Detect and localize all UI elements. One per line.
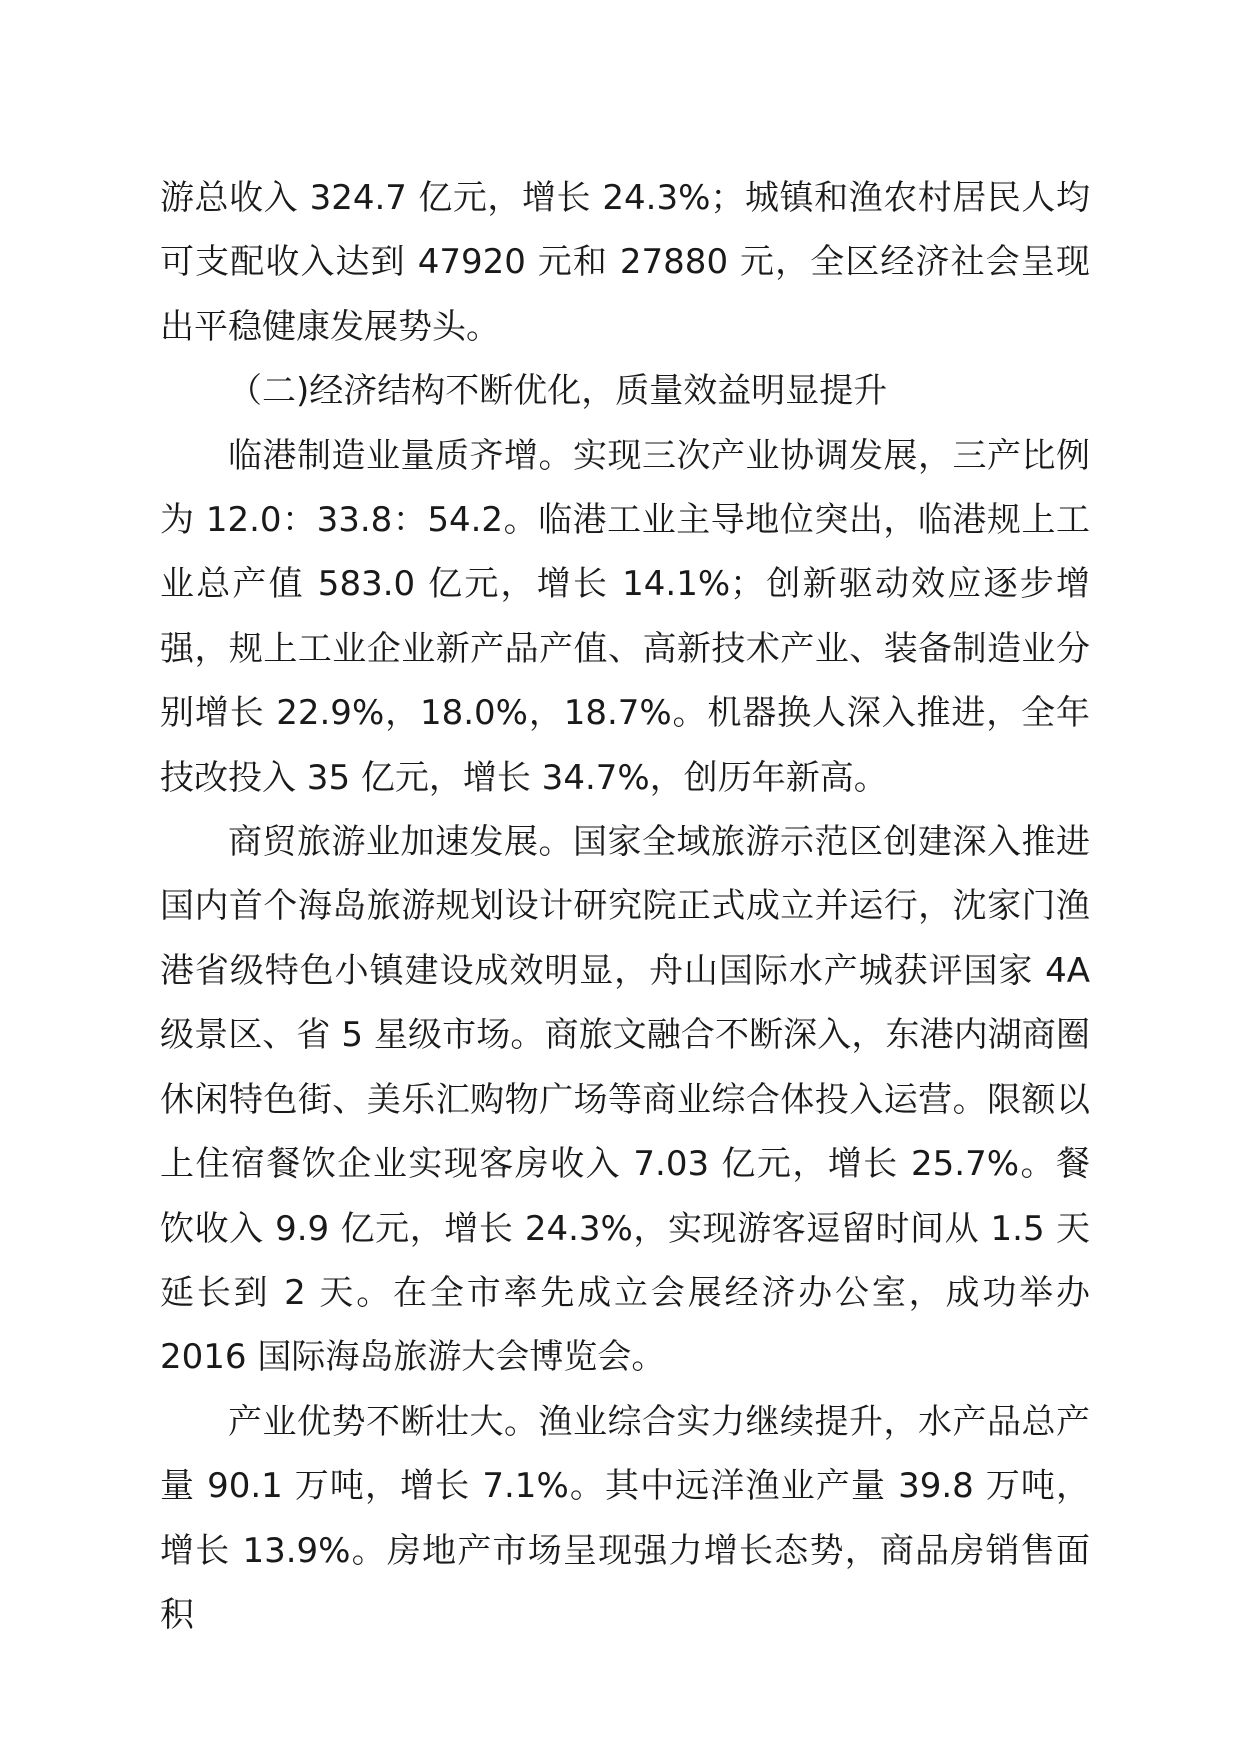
paragraph-industry-advantage: 产业优势不断壮大。渔业综合实力继续提升，水产品总产量 90.1 万吨，增长 7.1%。其中远洋渔业产量 39.8 万吨，增长 13.9%。房地产市场呈现强力增长态势，商品房销售面积 [160, 1401, 1090, 1635]
section-heading-economic-structure: （二)经济结构不断优化，质量效益明显提升 [228, 371, 888, 412]
paragraph-manufacturing: 临港制造业量质齐增。实现三次产业协调发展，三产比例为 12.0：33.8：54.2。临港工业主导地位突出，临港规上工业总产值 583.0 亿元，增长 14.1%；创新驱动效应逐步增强，规上工业企业新产品产值、高新技术产业、装备制造业分别增长 22.9%，18.0%，18.7%。机器换人深入推进，全年技改投入 35 亿元，增长 34.7%，创历年新高。 [160, 435, 1090, 798]
document-body [160, 166, 1090, 1647]
paragraph-income-summary: 游总收入 324.7 亿元，增长 24.3%；城镇和渔农村居民人均可支配收入达到 47920 元和 27880 元，全区经济社会呈现出平稳健康发展势头。 [160, 178, 1090, 347]
paragraph-commerce-tourism: 商贸旅游业加速发展。国家全域旅游示范区创建深入推进国内首个海岛旅游规划设计研究院正式成立并运行，沈家门渔港省级特色小镇建设成效明显，舟山国际水产城获评国家 4A 级景区、省 5 星级市场。商旅文融合不断深入，东港内湖商圈休闲特色街、美乐汇购物广场等商业综合体投入运营。限额以上住宿餐饮企业实现客房收入 7.03 亿元，增长 25.7%。餐饮收入 9.9 亿元，增长 24.3%，实现游客逗留时间从 1.5 天延长到 2 天。在全市率先成立会展经济办公室，成功举办 2016 国际海岛旅游大会博览会。 [160, 822, 1090, 1378]
